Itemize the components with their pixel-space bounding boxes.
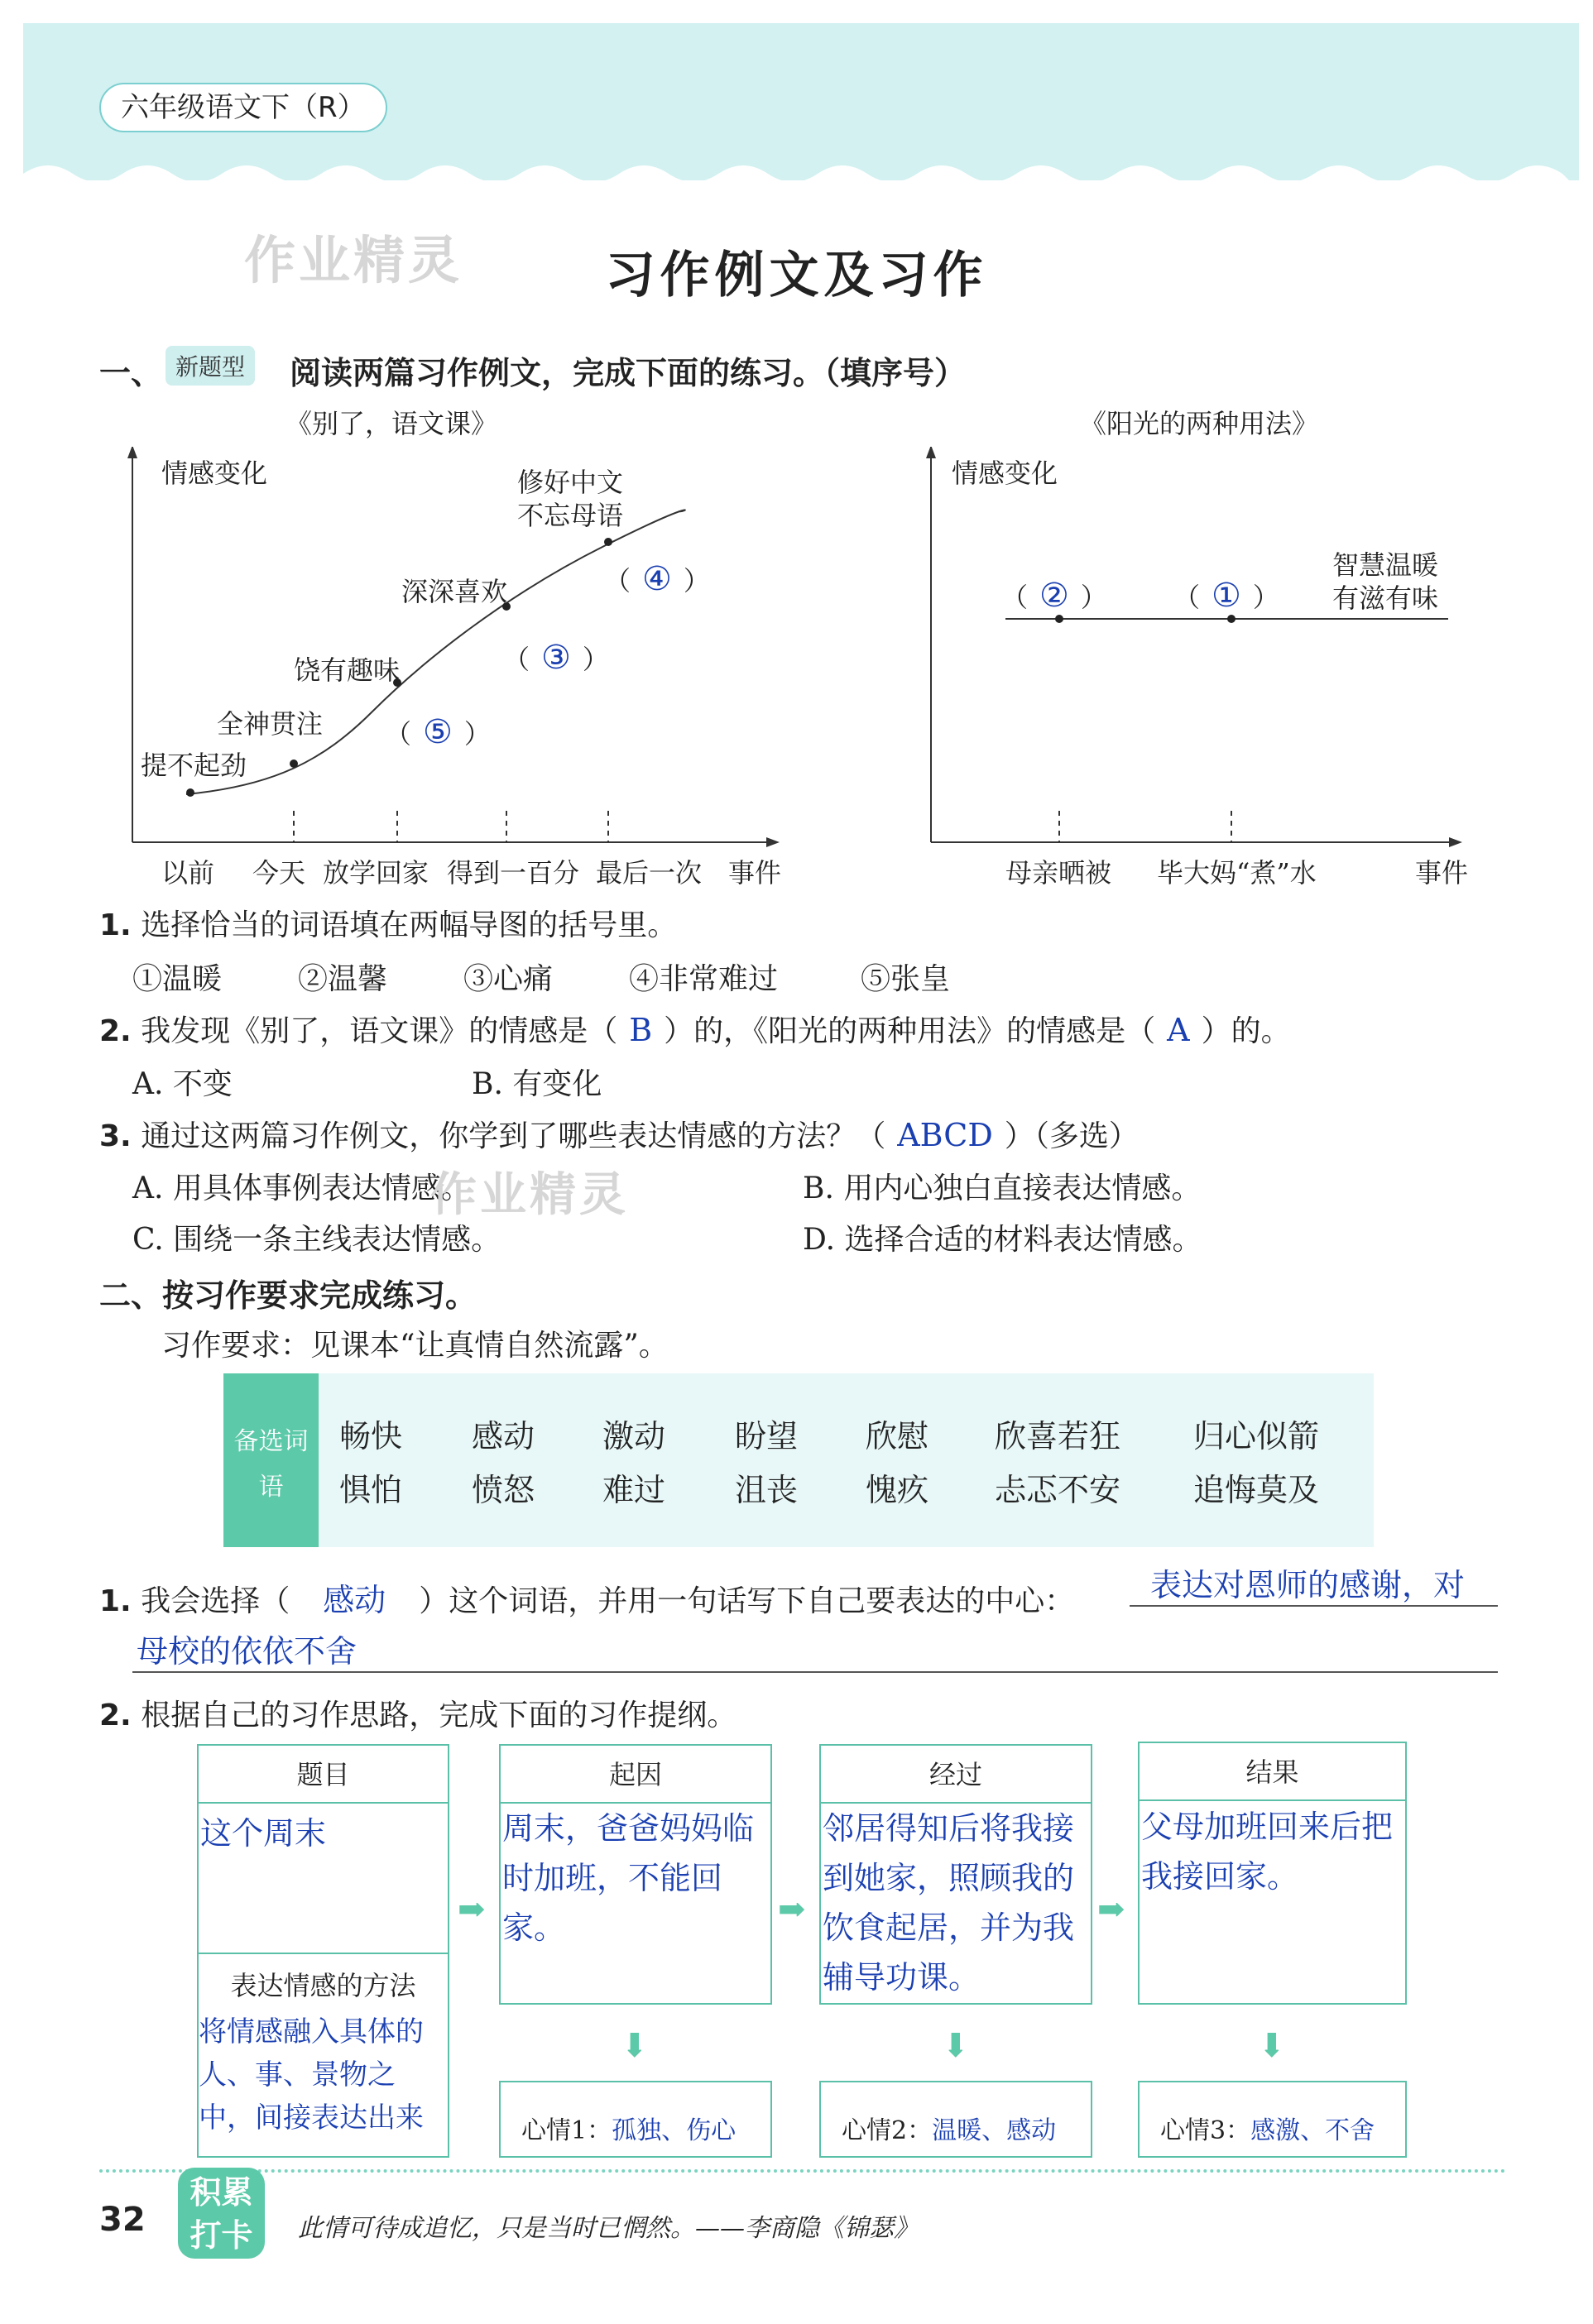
q3-opt-b: B. 用内心独白直接表达情感。 <box>803 1172 1202 1205</box>
section-one-instruction: 阅读两篇习作例文，完成下面的练习。（填序号） <box>290 355 967 391</box>
right-blank-2: ① <box>1212 577 1241 615</box>
page-number: 32 <box>99 2201 146 2239</box>
arrow-right-icon: ➡ <box>1097 1890 1125 1929</box>
blank-answer-3: ④ <box>642 560 672 598</box>
q2-opt-a: A. 不变 <box>132 1067 233 1101</box>
label-xiu-hao: 修好中文 <box>517 467 624 498</box>
process-answer: 邻居得知后将我接到她家，照顾我的饮食起居，并为我辅导功课。 <box>823 1810 1075 1996</box>
center-answer-1: 表达对恩师的感谢，对 <box>1150 1567 1466 1603</box>
label-bu-qi-jin: 提不起劲 <box>141 750 247 781</box>
right-y-label: 情感变化 <box>952 458 1058 489</box>
right-label-2: 有滋有味 <box>1332 582 1439 614</box>
word-bank-label: 备选词语 <box>223 1373 319 1547</box>
process-head: 经过 <box>821 1746 1091 1804</box>
method-answer: 将情感融入具体的人、事、景物之中，间接表达出来 <box>199 2015 424 2135</box>
q3-opt-d: D. 选择合适的材料表达情感。 <box>803 1223 1202 1257</box>
q3-opt-a: A. 用具体事例表达情感。 <box>132 1172 471 1205</box>
left-x-arrow <box>766 837 780 847</box>
event-after-school: 放学回家 <box>323 857 429 889</box>
blank-answer-1: ⑤ <box>423 713 453 751</box>
new-type-tag: 新题型 <box>166 346 255 386</box>
page-title: 习作例文及习作 <box>605 247 988 304</box>
event-before: 以前 <box>161 857 215 889</box>
mood2: 心情2：温暖、感动 <box>842 2116 1057 2145</box>
event-hundred: 得到一百分 <box>447 857 580 889</box>
right-label-1: 智慧温暖 <box>1332 549 1439 581</box>
label-quan-shen: 全神贯注 <box>217 708 324 740</box>
result-answer: 父母加班回来后把我接回家。 <box>1141 1809 1394 1895</box>
event-today: 今天 <box>252 857 306 889</box>
opt-1: ①温暖 <box>132 962 223 996</box>
point-2 <box>290 759 298 768</box>
label-rao-you: 饶有趣味 <box>294 654 401 686</box>
label-shen-shen: 深深喜欢 <box>401 576 508 607</box>
p1-q1: 1. 选择恰当的词语填在两幅导图的括号里。 <box>99 908 678 942</box>
left-y-label: 情感变化 <box>161 458 268 489</box>
left-y-arrow <box>127 447 137 458</box>
label-bu-wang: 不忘母语 <box>517 500 624 531</box>
arrow-down-icon: ⬇ <box>1258 2027 1286 2065</box>
left-chart <box>108 447 786 869</box>
p2-q2: 2. 根据自己的习作思路，完成下面的习作提纲。 <box>99 1699 737 1732</box>
mood3-answer: 感激、不舍 <box>1250 2116 1375 2145</box>
opt-3: ③心痛 <box>463 962 554 996</box>
mood1-answer: 孤独、伤心 <box>612 2116 737 2145</box>
chosen-word: 感动 <box>323 1582 386 1618</box>
arrow-down-icon: ⬇ <box>942 2027 970 2065</box>
q2-opt-b: B. 有变化 <box>472 1067 602 1101</box>
watermark-2: 作业精灵 <box>430 1168 629 1222</box>
word-bank <box>223 1373 1374 1547</box>
blank-answer-2: ③ <box>541 639 571 677</box>
grade-tag: 六年级语文下（R） <box>99 83 387 132</box>
left-chart-title: 《别了，语文课》 <box>285 408 498 439</box>
q2-answer-b: A <box>1167 1012 1190 1048</box>
mood3: 心情3：感激、不舍 <box>1160 2116 1375 2145</box>
opt-5: ⑤张皇 <box>861 962 951 996</box>
event-last-time: 最后一次 <box>596 857 703 889</box>
mood1: 心情1：孤独、伤心 <box>521 2116 737 2145</box>
title-head: 题目 <box>199 1746 448 1804</box>
left-emotion-curve <box>186 510 685 794</box>
section-one-number: 一、 <box>99 355 163 391</box>
cause-head: 起因 <box>501 1746 770 1804</box>
right-chart-title: 《阳光的两种用法》 <box>1080 408 1319 439</box>
opt-2: ②温馨 <box>298 962 388 996</box>
footer-divider <box>99 2169 1506 2173</box>
right-event-2: 毕大妈“煮”水 <box>1157 857 1317 889</box>
left-x-label: 事件 <box>728 857 782 889</box>
arrow-right-icon: ➡ <box>778 1890 806 1929</box>
requirement: 习作要求：见课本“让真情自然流露”。 <box>161 1329 669 1363</box>
q3-opt-c: C. 围绕一条主线表达情感。 <box>132 1223 501 1257</box>
right-x-label: 事件 <box>1415 857 1469 889</box>
p1-q3: 3. 通过这两篇习作例文，你学到了哪些表达情感的方法？（ ABCD ）（多选） <box>99 1117 1139 1153</box>
mood2-answer: 温暖、感动 <box>932 2116 1057 2145</box>
arrow-right-icon: ➡ <box>458 1890 486 1929</box>
method-head: 表达情感的方法 <box>230 1970 416 2001</box>
p1-q2: 2. 我发现《别了，语文课》的情感是（ B ）的，《阳光的两种用法》的情感是（ A ）的。 <box>99 1012 1291 1048</box>
wave-divider <box>23 157 1579 190</box>
section-two-heading: 二、按习作要求完成练习。 <box>99 1277 477 1314</box>
daily-badge: 积累打卡 <box>178 2168 265 2259</box>
opt-4: ④非常难过 <box>629 962 779 996</box>
center-answer-2: 母校的依依不舍 <box>137 1633 357 1670</box>
footer-quote: 此情可待成追忆，只是当时已惘然。——李商隐《锦瑟》 <box>298 2214 919 2243</box>
title-answer: 这个周末 <box>200 1815 327 1852</box>
cause-answer: 周末，爸爸妈妈临时加班，不能回家。 <box>502 1810 755 1946</box>
result-head: 结果 <box>1140 1743 1405 1801</box>
arrow-down-icon: ⬇ <box>621 2027 649 2065</box>
q3-answer: ABCD <box>897 1117 993 1153</box>
watermark: 作业精灵 <box>244 230 463 290</box>
p2-q1: 1. 我会选择（ 感动 ）这个词语，并用一句话写下自己要表达的中心： <box>99 1582 1075 1618</box>
right-event-1: 母亲晒被 <box>1005 857 1112 889</box>
q2-answer-a: B <box>629 1012 653 1048</box>
right-blank-1: ② <box>1039 577 1069 615</box>
point-1 <box>186 788 194 797</box>
point-5 <box>604 538 612 546</box>
right-chart <box>906 447 1485 869</box>
